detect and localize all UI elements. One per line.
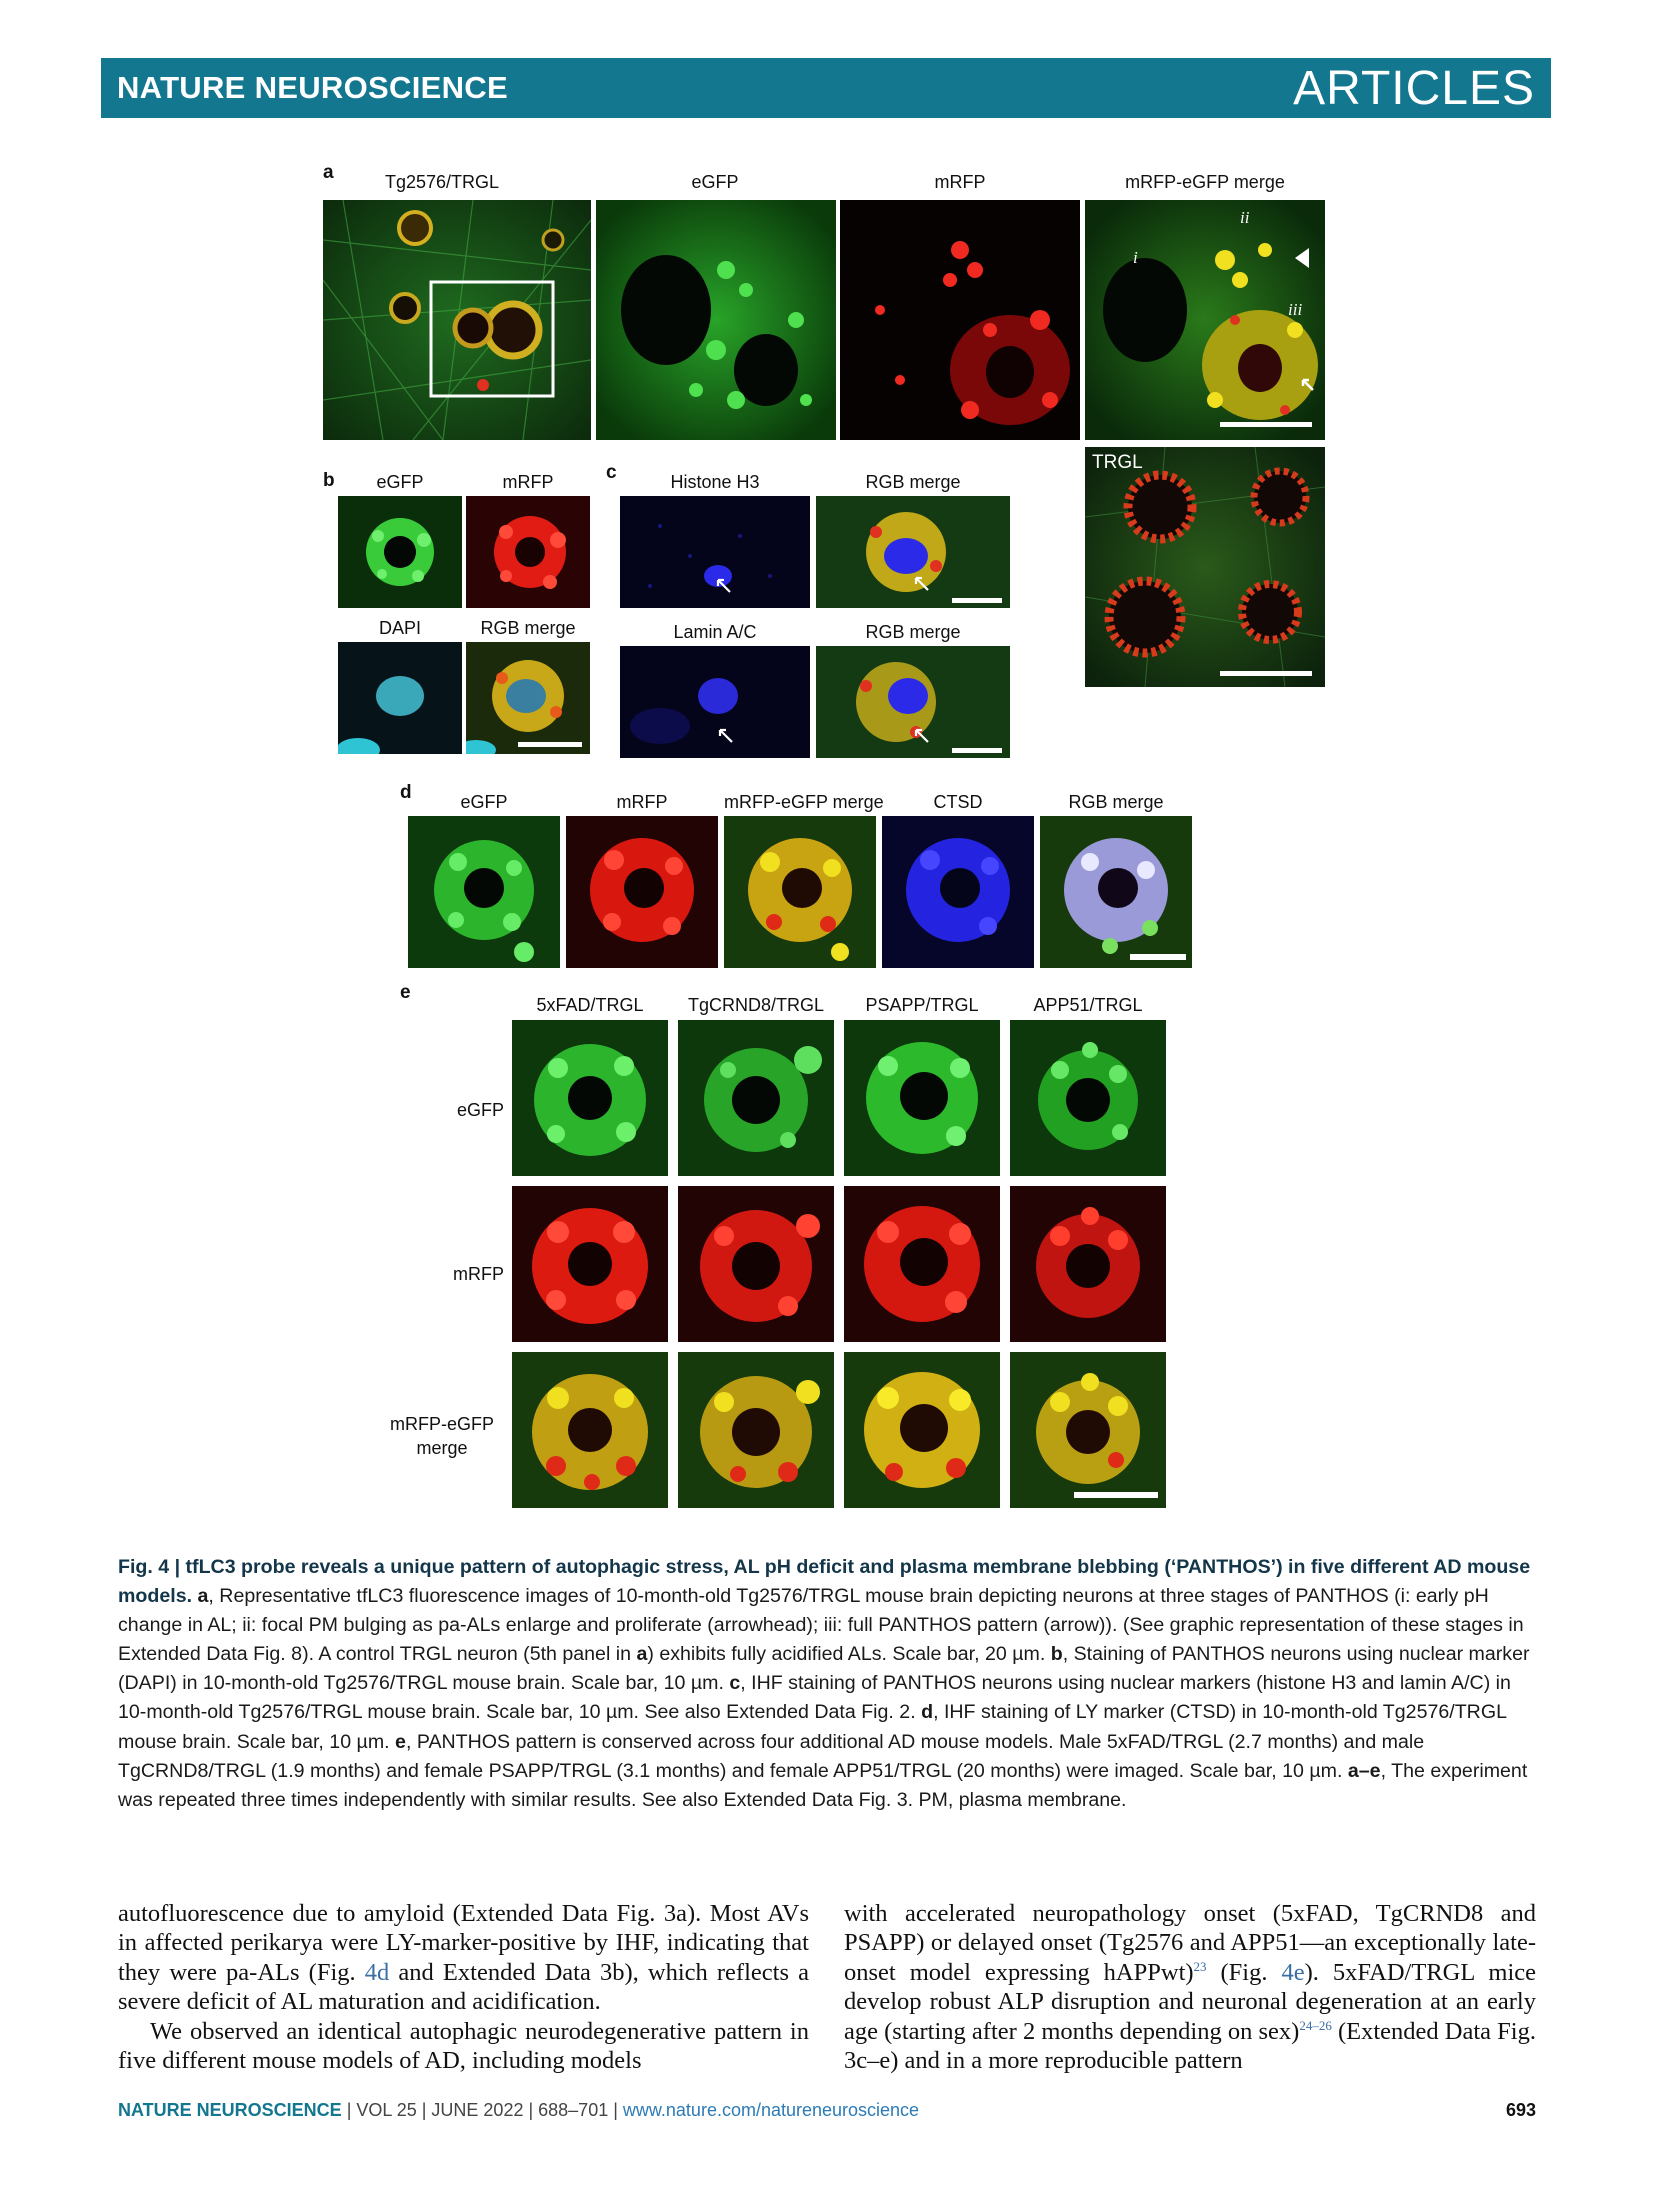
caption-title: Fig. 4 | tfLC3 probe reveals a unique pattern of autophagic stress, AL pH deficit and plasma membrane blebbing (‘PANTHOS’) in five different AD mouse models. — [118, 1556, 1531, 1608]
panel-d-col-2: mRFP — [616, 792, 668, 812]
caption-c-label: c — [729, 1672, 741, 1695]
rgb-merge-image-d — [1040, 816, 1192, 968]
ref-sup-23[interactable]: 23 — [1193, 1958, 1207, 1974]
panel-c-col-1: Histone H3 — [670, 472, 760, 492]
panel-b-col-3: DAPI — [378, 618, 421, 638]
panel-e-col-2: TgCRND8/TRGL — [687, 995, 825, 1015]
panel-e-col-4: APP51/TRGL — [1033, 995, 1143, 1015]
rgb-merge-image-c1 — [816, 496, 1010, 608]
panel-d-col-3: mRFP-eGFP merge — [724, 792, 884, 812]
caption-a-text2: ) exhibits fully acidified ALs. Scale bar, 20 µm. — [647, 1643, 1051, 1666]
panel-a-col-2: eGFP — [691, 172, 739, 192]
e-mrfp-tgcrnd8 — [678, 1186, 834, 1342]
rgb-merge-image-c2 — [816, 646, 1010, 758]
panel-c-col-3: Lamin A/C — [673, 622, 757, 642]
body-right-text-1: with accelerated neuropathology onset (5xFAD, TgCRND8 and PSAPP) or delayed onset (Tg2576 and APP51—an exceptionally late-onset model expressing hAPPwt) — [844, 1900, 1536, 1986]
panel-d-col-1: eGFP — [460, 792, 508, 812]
panel-a-col-3: mRFP — [934, 172, 986, 192]
footer-info: | VOL 25 | JUNE 2022 | 688–701 | — [341, 2100, 623, 2120]
panel-d-col-4: CTSD — [933, 792, 983, 812]
caption-ae-text: , The experiment was repeated three times independently with similar results. See also Extended Data Fig. 3. PM, plasma membrane. — [118, 1759, 1528, 1811]
e-merge-5xfad — [512, 1352, 668, 1508]
caption-d-label: d — [921, 1701, 934, 1724]
rgb-merge-image-b — [466, 642, 590, 754]
e-egfp-app51 — [1010, 1020, 1166, 1176]
stage-ii-mark: ii — [1240, 208, 1250, 227]
caption-ae-label: a–e — [1347, 1759, 1381, 1782]
e-mrfp-5xfad — [512, 1186, 668, 1342]
merge-neuron-image-a — [1085, 200, 1325, 440]
caption-b-label: b — [1050, 1643, 1063, 1666]
panel-a-col-4: mRFP-eGFP merge — [1125, 172, 1285, 192]
mrfp-neuron-image-a — [840, 200, 1080, 440]
caption-e-text: , PANTHOS pattern is conserved across four additional AD mouse models. Male 5xFAD/TRGL (2.7 months) and male TgCRND8/TRGL (1.9 months) and female PSAPP/TRGL (3.1 months) and female APP51/TRGL (20 months) were imaged. Scale bar, 10 µm. — [118, 1730, 1425, 1782]
tg2576-overview-image — [323, 200, 591, 440]
panel-b-col-2: mRFP — [502, 472, 554, 492]
panel-d-col-5: RGB merge — [1068, 792, 1164, 812]
mrfp-image-b — [466, 496, 590, 608]
e-egfp-tgcrnd8 — [678, 1020, 834, 1176]
trgl-control-image — [1085, 447, 1325, 687]
panel-e-col-3: PSAPP/TRGL — [865, 995, 979, 1015]
e-egfp-psapp — [844, 1020, 1000, 1176]
e-egfp-5xfad — [512, 1020, 668, 1176]
panel-b-label: b — [323, 470, 335, 491]
body-right-text-3: ). 5xFAD/TRGL mice develop robust ALP disruption and neuronal degeneration at an early age (starting after 2 months depending on sex) — [844, 1958, 1537, 2045]
panel-e-col-1: 5xFAD/TRGL — [536, 995, 644, 1015]
stage-i-mark: i — [1133, 248, 1138, 267]
panel-e-label: e — [400, 982, 411, 1003]
egfp-image-b — [338, 496, 462, 608]
journal-header-bar — [101, 58, 1551, 118]
body-column-left — [118, 1899, 809, 2075]
e-mrfp-app51 — [1010, 1186, 1166, 1342]
panel-b-col-4: RGB merge — [480, 618, 576, 638]
ctsd-image-d — [882, 816, 1034, 968]
body-left-text-1: autofluorescence due to amyloid (Extended Data Fig. 3a). Most AVs in affected perikarya were LY-marker-positive by IHF, indicating that they were pa-ALs (Fig. — [118, 1900, 809, 1986]
panel-d-label: d — [400, 782, 412, 803]
section-name: ARTICLES — [1293, 61, 1535, 115]
body-right-text-4: (Extended Data Fig. 3c–e) and in a more reproducible pattern — [844, 2017, 1536, 2075]
body-right-text-2: (Fig. — [1206, 1958, 1282, 1986]
caption-a-text: , Representative tfLC3 fluorescence images of 10-month-old Tg2576/TRGL mouse brain depicting neurons at three stages of PANTHOS (i: early pH change in AL; ii: focal PM bulging as pa-ALs enlarge and proliferate (arrowhead); iii: full PANTHOS pattern (arrow)). (See graphic representation of these stages in Extended Data Fig. 8). A control TRGL neuron (5th panel in — [118, 1585, 1524, 1666]
ref-fig-4d[interactable]: 4d — [364, 1958, 390, 1986]
journal-name: NATURE NEUROSCIENCE — [117, 70, 508, 105]
panel-e-row-3: mRFP-eGFP merge — [389, 1414, 494, 1458]
body-left-paragraph-2: We observed an identical autophagic neurodegenerative pattern in five different mouse models of AD, including models — [118, 2017, 809, 2075]
page-number: 693 — [1505, 2100, 1536, 2120]
page-footer — [118, 2100, 1536, 2121]
footer-journal: NATURE NEUROSCIENCE — [118, 2100, 342, 2120]
panel-a-col-1: Tg2576/TRGL — [384, 172, 500, 192]
caption-a-label: a — [197, 1585, 209, 1608]
body-column-right — [844, 1899, 1536, 2075]
panel-c-col-4: RGB merge — [865, 622, 961, 642]
caption-c-text: , IHF staining of PANTHOS neurons using nuclear markers (histone H3 and lamin A/C) in 10-month-old Tg2576/TRGL mouse brain. Scale bar, 10 µm. See also Extended Data Fig. 2. — [118, 1672, 1511, 1724]
panel-e-row-1: eGFP — [456, 1100, 504, 1120]
panel-c-label: c — [606, 462, 617, 483]
dapi-image-b — [338, 642, 462, 754]
e-merge-psapp — [844, 1352, 1000, 1508]
caption-b-text: , Staining of PANTHOS neurons using nuclear marker (DAPI) in 10-month-old Tg2576/TRGL mouse brain. Scale bar, 10 µm. — [118, 1643, 1530, 1695]
figure-caption — [118, 1553, 1536, 1815]
caption-a-inline: a — [636, 1643, 648, 1666]
footer-url-link[interactable]: www.nature.com/natureneuroscience — [622, 2100, 920, 2120]
e-merge-app51 — [1010, 1352, 1166, 1508]
body-left-paragraph-1 — [118, 1899, 809, 2017]
panel-c-col-2: RGB merge — [865, 472, 961, 492]
stage-iii-mark: iii — [1288, 300, 1303, 319]
egfp-image-d — [408, 816, 560, 968]
body-left-text-2: and Extended Data 3b), which reflects a severe deficit of AL maturation and acidification. — [118, 1958, 810, 2016]
panel-b-col-1: eGFP — [376, 472, 424, 492]
ref-fig-4e[interactable]: 4e — [1281, 1958, 1305, 1986]
ref-sup-24-26[interactable]: 24–26 — [1299, 2017, 1332, 2033]
lamin-ac-image — [620, 646, 810, 758]
body-right-paragraph — [844, 1899, 1536, 2075]
e-mrfp-psapp — [844, 1186, 1000, 1342]
trgl-inset-label: TRGL — [1092, 452, 1143, 473]
histone-h3-image — [620, 496, 810, 608]
e-merge-tgcrnd8 — [678, 1352, 834, 1508]
egfp-neuron-image-a — [596, 200, 836, 440]
mrfp-image-d — [566, 816, 718, 968]
panel-a-label: a — [323, 162, 334, 183]
merge-image-d — [724, 816, 876, 968]
panel-e-row-2: mRFP — [453, 1264, 504, 1284]
caption-d-text: , IHF staining of LY marker (CTSD) in 10-month-old Tg2576/TRGL mouse brain. Scale bar, 10 µm. — [118, 1701, 1507, 1753]
caption-e-label: e — [395, 1730, 406, 1753]
